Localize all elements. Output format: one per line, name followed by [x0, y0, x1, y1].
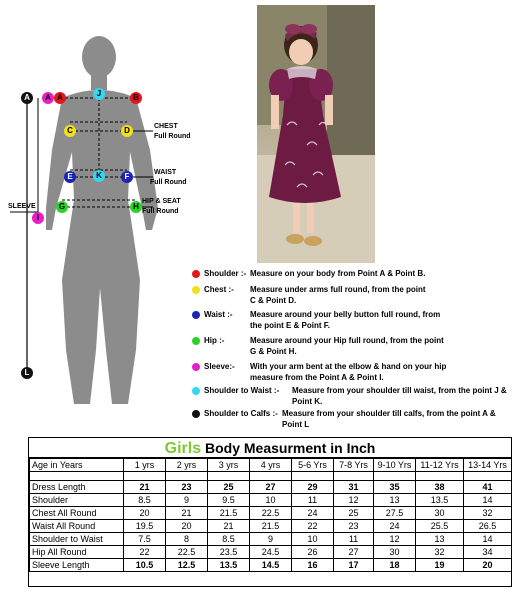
table-cell: 25: [208, 481, 250, 494]
table-cell: 30: [374, 546, 416, 559]
row-label: Shoulder to Waist: [30, 533, 124, 546]
legend-label: Shoulder to Waist :-: [204, 386, 280, 395]
table-cell: 21.5: [250, 520, 292, 533]
table-cell: 25: [334, 507, 374, 520]
table-cell: 8: [166, 533, 208, 546]
point-l: L: [21, 367, 33, 379]
table-title-rest: Body Measurment in Inch: [205, 440, 376, 456]
table-row: [30, 494, 512, 507]
point-a-shoulder: A: [54, 92, 66, 104]
table-cell: 20: [166, 520, 208, 533]
size-chart-table: [28, 437, 512, 587]
table-cell: 32: [416, 546, 464, 559]
legend-desc: Measure from your shoulder till calfs, from the point A & Point L: [282, 409, 496, 429]
point-c: C: [64, 125, 76, 137]
row-label: Waist All Round: [30, 520, 124, 533]
point-f: F: [121, 171, 133, 183]
table-cell: 22.5: [250, 507, 292, 520]
table-cell: 14: [464, 494, 512, 507]
header-cell: 5-6 Yrs: [292, 459, 334, 472]
table-cell: 27.5: [374, 507, 416, 520]
table-cell: 21: [208, 520, 250, 533]
header-cell: 1 yrs: [124, 459, 166, 472]
table-cell: 25.5: [416, 520, 464, 533]
point-k: K: [93, 170, 105, 182]
table-cell: 9: [166, 494, 208, 507]
table-cell: 19: [416, 559, 464, 572]
legend-shoulder-to-waist: [188, 385, 513, 409]
header-cell: 4 yrs: [250, 459, 292, 472]
table-row: [30, 533, 512, 546]
waist-sublabel: Full Round: [150, 179, 187, 186]
header-cell: 7-8 Yrs: [334, 459, 374, 472]
table-cell: 24: [374, 520, 416, 533]
table-cell: 22: [124, 546, 166, 559]
row-label: Dress Length: [30, 481, 124, 494]
point-j: J: [93, 88, 105, 100]
table-row: [30, 546, 512, 559]
table-cell: 29: [292, 481, 334, 494]
legend-desc: With your arm bent at the elbow & hand on your hip measure from the Point A & Point I.: [250, 362, 447, 382]
table-cell: 41: [464, 481, 512, 494]
table-cell: 38: [416, 481, 464, 494]
header-cell: 2 yrs: [166, 459, 208, 472]
table-cell: 10: [250, 494, 292, 507]
legend-sleeve: [188, 361, 513, 385]
table-cell: 14: [464, 533, 512, 546]
legend-desc: Measure from your shoulder till waist, from the point J & Point K.: [292, 386, 507, 406]
point-g: G: [56, 201, 68, 213]
chest-label: CHEST: [154, 123, 178, 130]
table-cell: 17: [334, 559, 374, 572]
legend-desc: Measure around your Hip full round, from the point G & Point H.: [250, 336, 444, 356]
green-dot-icon: [192, 337, 200, 345]
table-cell: 13: [374, 494, 416, 507]
legend-chest: [188, 284, 513, 308]
table-cell: 27: [334, 546, 374, 559]
model-photo: [257, 5, 375, 263]
legend-shoulder-to-calfs: [188, 408, 513, 432]
legend-desc: Measure around your belly button full round, from the point E & Point F.: [250, 310, 441, 330]
body-measurement-diagram: [0, 30, 200, 410]
black-dot-icon: [192, 410, 200, 418]
table-cell: 24.5: [250, 546, 292, 559]
table-cell: 21: [124, 481, 166, 494]
table-cell: 11: [292, 494, 334, 507]
table-cell: 27: [250, 481, 292, 494]
header-cell: Age in Years: [30, 459, 124, 472]
legend-hip: [188, 335, 513, 359]
hip-sublabel: Full Round: [142, 208, 179, 215]
table-cell: 30: [416, 507, 464, 520]
table-cell: 16: [292, 559, 334, 572]
blank-row: [30, 472, 512, 481]
sleeve-label: SLEEVE: [8, 203, 36, 210]
table-row: [30, 507, 512, 520]
table-cell: 12: [334, 494, 374, 507]
table-cell: 20: [124, 507, 166, 520]
waist-label: WAIST: [154, 169, 177, 176]
girl-in-dress-image: [257, 5, 375, 263]
legend-waist: [188, 309, 513, 333]
legend-desc: Measure on your body from Point A & Point B.: [250, 269, 426, 278]
table-cell: 35: [374, 481, 416, 494]
table-cell: 13: [416, 533, 464, 546]
legend-label: Chest :-: [204, 285, 234, 294]
table-cell: 23: [334, 520, 374, 533]
table-cell: 12.5: [166, 559, 208, 572]
table-cell: 23.5: [208, 546, 250, 559]
red-dot-icon: [192, 270, 200, 278]
table-cell: 18: [374, 559, 416, 572]
header-cell: 3 yrs: [208, 459, 250, 472]
point-h: H: [130, 201, 142, 213]
row-label: Sleeve Length: [30, 559, 124, 572]
table-cell: 10.5: [124, 559, 166, 572]
row-label: Chest All Round: [30, 507, 124, 520]
legend-label: Shoulder to Calfs :-: [204, 409, 278, 418]
table-cell: 13.5: [208, 559, 250, 572]
point-d: D: [121, 125, 133, 137]
legend-label: Waist :-: [204, 310, 233, 319]
legend-shoulder: [188, 268, 513, 280]
table-cell: 32: [464, 507, 512, 520]
legend-label: Sleeve:-: [204, 362, 235, 371]
table-title: [29, 438, 511, 458]
point-e: E: [64, 171, 76, 183]
table-cell: 20: [464, 559, 512, 572]
table-cell: 34: [464, 546, 512, 559]
point-a: A: [42, 92, 54, 104]
table-cell: 24: [292, 507, 334, 520]
header-cell: 9-10 Yrs: [374, 459, 416, 472]
table-cell: 10: [292, 533, 334, 546]
table-cell: 14.5: [250, 559, 292, 572]
table-row: [30, 481, 512, 494]
blue-dot-icon: [192, 311, 200, 319]
table-cell: 8.5: [124, 494, 166, 507]
magenta-dot-icon: [192, 363, 200, 371]
table-row: [30, 559, 512, 572]
measurement-table: [29, 458, 512, 572]
table-cell: 12: [374, 533, 416, 546]
table-cell: 22.5: [166, 546, 208, 559]
table-cell: 8.5: [208, 533, 250, 546]
table-cell: 21.5: [208, 507, 250, 520]
table-cell: 13.5: [416, 494, 464, 507]
table-title-girls: Girls: [164, 440, 202, 457]
table-cell: 26.5: [464, 520, 512, 533]
table-cell: 19.5: [124, 520, 166, 533]
legend-label: Shoulder :-: [204, 269, 247, 278]
point-i: I: [32, 212, 44, 224]
table-body: [30, 472, 512, 572]
table-cell: 9: [250, 533, 292, 546]
table-cell: 31: [334, 481, 374, 494]
header-cell: 11-12 Yrs: [416, 459, 464, 472]
table-cell: 7.5: [124, 533, 166, 546]
legend-label: Hip :-: [204, 336, 225, 345]
table-cell: 26: [292, 546, 334, 559]
table-cell: 23: [166, 481, 208, 494]
cyan-dot-icon: [192, 387, 200, 395]
chest-sublabel: Full Round: [154, 133, 191, 140]
legend-desc: Measure under arms full round, from the point C & Point D.: [250, 285, 426, 305]
table-cell: 9.5: [208, 494, 250, 507]
point-a-left: A: [21, 92, 33, 104]
row-label: Shoulder: [30, 494, 124, 507]
point-b: B: [130, 92, 142, 104]
table-cell: 22: [292, 520, 334, 533]
body-silhouette: [0, 30, 200, 410]
table-header-row: [30, 459, 512, 472]
row-label: Hip All Round: [30, 546, 124, 559]
yellow-dot-icon: [192, 286, 200, 294]
table-cell: 21: [166, 507, 208, 520]
table-row: [30, 520, 512, 533]
table-cell: 11: [334, 533, 374, 546]
header-cell: 13-14 Yrs: [464, 459, 512, 472]
hip-label: HIP & SEAT: [142, 198, 181, 205]
